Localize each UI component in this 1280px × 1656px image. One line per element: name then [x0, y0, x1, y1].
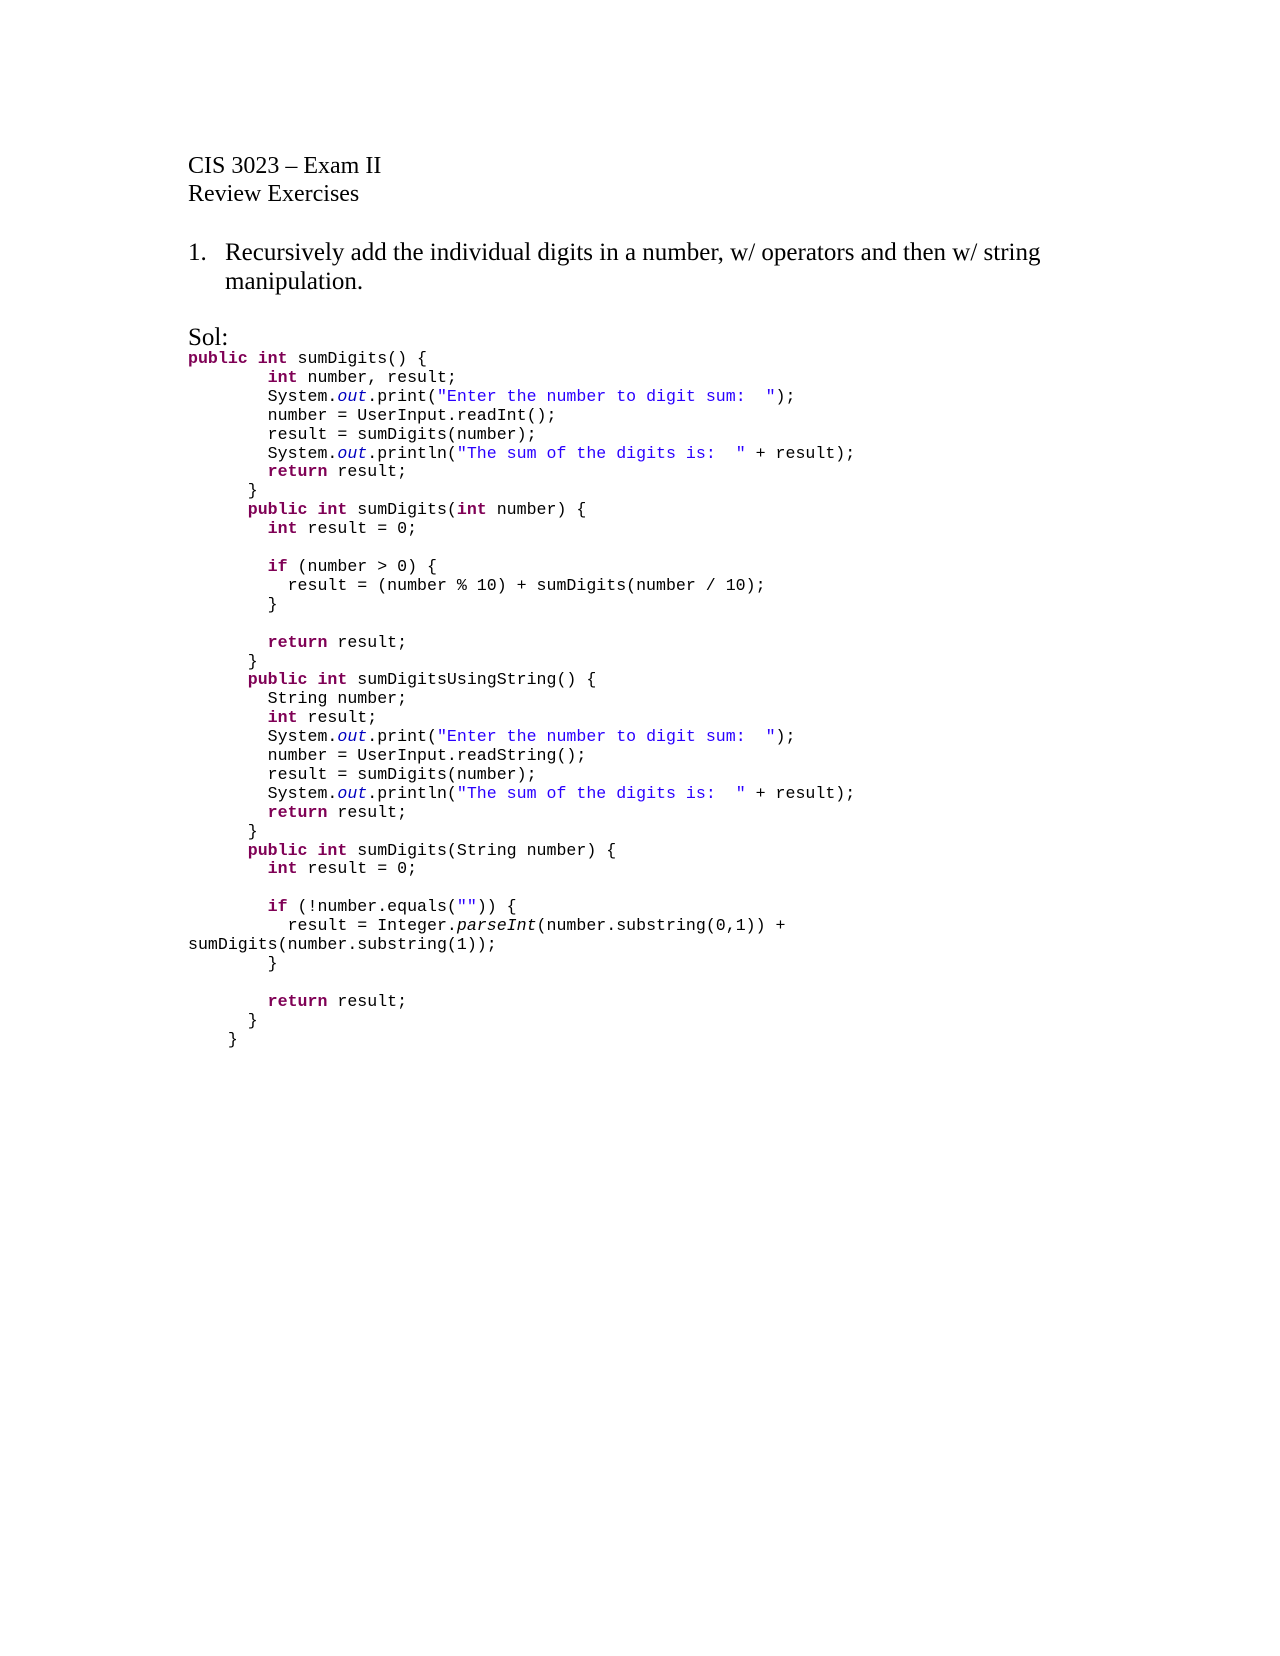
code-token: public: [247, 840, 308, 860]
code-token: public: [188, 349, 248, 368]
code-token: result = (number % 10) + sumDigits(number / 10);: [188, 575, 766, 595]
code-line: [188, 407, 855, 426]
code-token: [188, 897, 268, 916]
question-text: Recursively add the individual digits in a number, w/ operators and then w/ string manipulation.: [225, 239, 1041, 295]
code-token: number = UserInput.readInt();: [188, 405, 557, 425]
code-line: [188, 747, 855, 766]
code-token: int: [317, 670, 348, 690]
code-token: }: [188, 651, 258, 671]
code-line: [188, 671, 855, 690]
code-line: [188, 728, 855, 747]
code-line: [188, 766, 855, 785]
code-token: }: [188, 481, 258, 501]
code-line: [188, 860, 855, 879]
code-token: [188, 670, 248, 689]
code-token: .print(: [367, 386, 437, 406]
code-token: }: [188, 594, 278, 614]
code-line: [188, 445, 855, 464]
code-line: [188, 388, 855, 407]
code-token: result = sumDigits(number);: [188, 424, 537, 444]
course-title: CIS 3023 – Exam II: [188, 153, 382, 179]
code-token: out: [337, 386, 368, 406]
code-token: sumDigits(String number) {: [347, 840, 617, 860]
code-token: result;: [327, 632, 408, 652]
code-token: [188, 992, 268, 1011]
code-token: out: [337, 727, 368, 747]
code-token: String number;: [188, 689, 408, 709]
code-line: [188, 690, 855, 709]
code-token: int: [317, 840, 348, 860]
code-token: return: [267, 462, 328, 482]
code-token: sumDigits(: [347, 500, 457, 520]
code-token: int: [267, 519, 298, 539]
code-token: [188, 519, 268, 538]
code-token: [248, 349, 258, 368]
solution-label: Sol:: [188, 324, 229, 351]
code-token: int: [257, 349, 288, 368]
code-line: [188, 596, 855, 615]
code-line: [188, 823, 855, 842]
code-token: "The sum of the digits is: ": [456, 443, 746, 463]
code-token: if: [267, 897, 288, 917]
code-line: [188, 350, 855, 369]
code-token: int: [267, 708, 298, 728]
code-token: "Enter the number to digit sum: ": [436, 386, 776, 406]
code-token: [188, 841, 248, 860]
code-token: public: [247, 670, 308, 690]
code-token: int: [317, 500, 348, 520]
code-token: number) {: [486, 500, 587, 520]
code-token: }: [188, 1029, 238, 1049]
code-line: [188, 558, 855, 577]
code-line: [188, 955, 855, 974]
code-line: [188, 501, 855, 520]
code-line: [188, 482, 855, 501]
code-token: "The sum of the digits is: ": [456, 783, 746, 803]
code-line: [188, 709, 855, 728]
code-token: [188, 708, 268, 727]
code-token: result = 0;: [297, 519, 418, 539]
code-token: .println(: [367, 443, 457, 463]
code-token: [188, 462, 268, 481]
code-token: parseInt: [456, 916, 537, 936]
code-token: [188, 803, 268, 822]
code-token: System.: [188, 783, 338, 803]
code-token: "": [456, 897, 477, 917]
code-token: "Enter the number to digit sum: ": [436, 727, 776, 747]
code-token: }: [188, 1010, 258, 1030]
code-token: result;: [297, 708, 378, 728]
code-token: System.: [188, 443, 338, 463]
code-token: );: [775, 727, 796, 747]
code-token: out: [337, 443, 368, 463]
code-token: .print(: [367, 727, 437, 747]
question-number: 1.: [188, 239, 207, 266]
code-token: if: [267, 556, 288, 576]
code-token: return: [267, 632, 328, 652]
code-line: [188, 539, 855, 558]
code-token: (number.substring(0,1)) +: [536, 916, 786, 936]
code-token: System.: [188, 727, 338, 747]
code-token: sumDigitsUsingString() {: [347, 670, 597, 690]
code-line: [188, 653, 855, 672]
code-line: [188, 917, 855, 936]
code-token: (!number.equals(: [287, 897, 457, 917]
code-line: [188, 520, 855, 539]
code-token: sumDigits() {: [287, 349, 428, 368]
code-token: result = Integer.: [188, 916, 457, 936]
code-line: [188, 634, 855, 653]
code-token: }: [188, 821, 258, 841]
code-line: [188, 842, 855, 861]
code-token: number = UserInput.readString();: [188, 746, 587, 766]
code-token: return: [267, 991, 328, 1011]
document-subtitle: Review Exercises: [188, 181, 360, 207]
code-line: [188, 993, 855, 1012]
code-line: [188, 936, 855, 955]
code-token: [188, 368, 268, 387]
code-token: [308, 670, 318, 689]
code-token: sumDigits(number.substring(1));: [188, 935, 497, 955]
code-token: result = sumDigits(number);: [188, 764, 537, 784]
code-token: result = 0;: [297, 859, 418, 879]
code-token: [308, 500, 318, 519]
code-token: }: [188, 954, 278, 973]
code-line: [188, 804, 855, 823]
code-line: [188, 1031, 855, 1050]
code-token: result;: [327, 802, 408, 822]
code-token: );: [775, 386, 796, 406]
code-token: [188, 859, 268, 878]
code-token: public: [247, 500, 308, 520]
code-token: int: [456, 500, 487, 520]
code-token: [308, 841, 318, 860]
code-token: [188, 500, 248, 519]
code-token: )) {: [476, 897, 517, 917]
code-line: [188, 879, 855, 898]
code-token: [188, 557, 268, 576]
code-line: [188, 463, 855, 482]
code-line: [188, 615, 855, 634]
code-token: + result);: [745, 783, 856, 803]
code-token: int: [267, 859, 298, 879]
code-line: [188, 426, 855, 445]
code-line: [188, 369, 855, 388]
code-line: [188, 974, 855, 993]
code-token: out: [337, 783, 368, 803]
code-token: .println(: [367, 783, 457, 803]
code-token: result;: [327, 991, 408, 1011]
code-token: (number > 0) {: [287, 556, 437, 576]
code-token: return: [267, 802, 328, 822]
code-token: System.: [188, 386, 338, 406]
code-line: [188, 1012, 855, 1031]
code-line: [188, 577, 855, 596]
code-token: int: [267, 367, 298, 387]
code-line: [188, 785, 855, 804]
code-token: result;: [327, 462, 408, 482]
code-token: + result);: [745, 443, 856, 463]
code-token: [188, 633, 268, 652]
code-block: [188, 350, 855, 1050]
code-line: [188, 898, 855, 917]
code-token: number, result;: [297, 367, 457, 387]
